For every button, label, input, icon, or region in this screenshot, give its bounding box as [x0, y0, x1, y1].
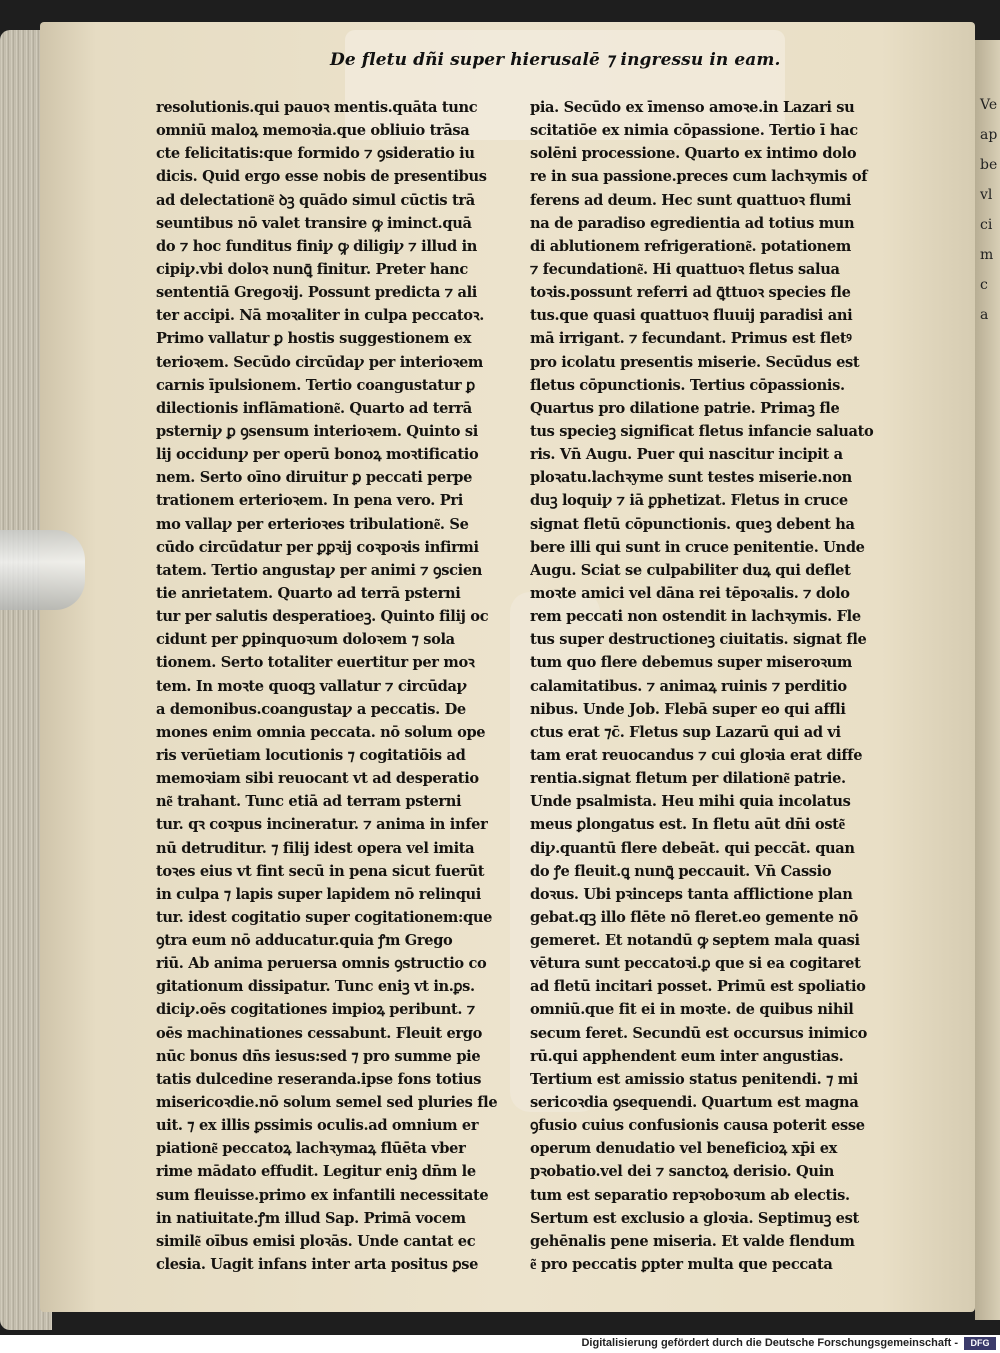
text-line: Augu. Sciat se culpabiliter duꝝ qui deflet: [530, 561, 851, 579]
facing-page-fragments: [980, 90, 1000, 330]
text-line: ferens ad deum. Hec sunt quattuoꝛ flumi: [530, 191, 852, 209]
text-line: dilectionis inflāmatione͂. Quarto ad terrā: [156, 399, 472, 417]
text-line: operum denudatio vel beneficioꝝ xp̄i ex: [530, 1140, 838, 1158]
footer-credit: Digitalisierung gefördert durch die Deutsche Forschungsgemeinschaft -: [581, 1337, 958, 1349]
text-line: tur. qꝛ coꝛpus incineratur. ⁊ anima in infer: [156, 816, 488, 834]
text-line: fletus cōpunctionis. Tertius cōpassionis.: [530, 376, 845, 394]
text-line: tus.que quasi quattuoꝛ fluuij paradisi ani: [530, 307, 853, 325]
text-line: seuntibus nō valet transire ꝙ iminct.quā: [156, 214, 472, 232]
text-line: rentia.signat fletum per dilatione͂ patrie.: [530, 770, 846, 788]
text-line: doꝛus. Ubi pꝛinceps tanta afflictione plan: [530, 885, 853, 903]
text-line: tatis dulcedine reseranda.ipse fons totius: [156, 1070, 482, 1088]
text-line: gitationum dissipatur. Tunc eniꝫ vt in.ꝑs.: [156, 978, 475, 996]
text-line: toꝛis.possunt referri ad ꝗ̄ttuoꝛ species fle: [530, 284, 851, 302]
text-line: sum fleuisse.primo ex infantili necessitate: [156, 1186, 489, 1204]
text-line: rū.qui apphendent eum inter angustias.: [530, 1047, 844, 1065]
text-line: pꝛobatio.vel dei ⁊ sanctoꝝ derisio. Quin: [530, 1163, 835, 1181]
facing-page-fragment: ap: [980, 127, 998, 143]
text-line: rem peccati non ostendit in lachꝛymis. Fle: [530, 608, 861, 626]
text-line: calamitatibus. ⁊ animaꝝ ruinis ⁊ perditio: [530, 677, 847, 695]
text-line: Sertum est exclusio a gloꝛia. Septimuꝫ est: [530, 1209, 859, 1227]
facing-page-fragment: vl: [980, 187, 993, 203]
text-line: tie anrietatem. Quarto ad terrā psterni: [156, 584, 461, 602]
text-line: pia. Secūdo ex īmenso amoꝛe.in Lazari su: [530, 99, 855, 116]
text-line: lij occidunꝩ per operū bonoꝝ moꝛtificatio: [156, 446, 479, 464]
text-line: omniū.que fit ei in moꝛte. de quibus nihil: [530, 1001, 854, 1019]
text-line: ploꝛatu.lachꝛyme sunt testes miserie.non: [530, 469, 852, 487]
text-line: duꝫ loquiꝩ ⁊ iā ꝑphetizat. Fletus in cruce: [530, 492, 848, 510]
text-line: ctus erat ⁊c̄. Fletus sup Lazarū qui ad vi: [530, 723, 841, 741]
facing-page-fragment: be: [980, 157, 998, 173]
text-line: cte felicitatis:que formido ⁊ ꝯsideratio iu: [156, 145, 475, 163]
text-line: diꝩ.quantū flere debeāt. qui peccāt. quan: [530, 839, 855, 857]
text-line: ꝯtra eum nō adducatur.quia ꝭm Grego: [156, 932, 453, 950]
text-line: Primo vallatur ꝑ hostis suggestionem ex: [156, 330, 472, 348]
text-line: pro icolatu presentis miserie. Secūdus est: [530, 353, 860, 371]
text-line: tum quo flere debemus super miseroꝛum: [530, 654, 853, 672]
text-line: toꝛes eius vt fint secū in pena sicut fuerūt: [156, 862, 485, 880]
text-line: secum feret. Secundū est occursus inimico: [530, 1024, 867, 1042]
text-line: ad delectatione͂ ꝺꝫ quādo simul cūctis trā: [156, 191, 475, 209]
text-line: moꝛte amici vel dāna rei tēpoꝛalis. ⁊ dolo: [530, 584, 850, 602]
facing-page-fragment: c: [980, 277, 988, 293]
text-line: Quartus pro dilatione patrie. Primaꝫ fle: [530, 399, 840, 417]
text-line: piatione͂ peccatoꝝ lachꝛymaꝝ flūēta vber: [156, 1140, 466, 1158]
facing-page-fragment: Ve: [980, 97, 998, 113]
right-text-column: [530, 96, 886, 1276]
text-line: nibus. Unde Job. Flebā super eo qui affli: [530, 700, 846, 718]
text-line: cūdo circūdatur per ꝑꝑꝛij coꝛpoꝛis infirmi: [156, 538, 479, 556]
text-line: terioꝛem. Secūdo circūdaꝩ per interioꝛem: [156, 353, 483, 371]
text-line: gehēnalis pene miseria. Et valde flendum: [530, 1232, 855, 1250]
text-line: memoꝛiam sibi reuocant vt ad desperatio: [156, 770, 479, 788]
text-line: tem. In moꝛte quoqꝫ vallatur ⁊ circūdaꝩ: [156, 677, 467, 695]
text-line: psterniꝩ ꝑ ꝯsensum interioꝛem. Quinto si: [156, 422, 478, 440]
text-line: do ꝭe fleuit.ꝗ nunꝗ̄ peccauit. Vn̄ Cassio: [530, 862, 832, 880]
text-line: tus super destructioneꝫ ciuitatis. signat fle: [530, 631, 867, 649]
text-line: ne͂ trahant. Tunc etiā ad terram psterni: [156, 793, 462, 811]
text-line: tatem. Tertio angustaꝩ per animi ⁊ ꝯscien: [156, 561, 483, 579]
text-line: a demonibus.coangustaꝩ a peccatis. De: [156, 700, 466, 718]
text-line: clesia. Uagit infans inter arta positus ꝑse: [156, 1256, 479, 1274]
text-line: omniū maloꝝ memoꝛia.que obliuio trāsa: [156, 122, 470, 140]
text-line: ris verūetiam locutionis ⁊ cogitatiōis ad: [156, 746, 466, 764]
text-line: gebat.qꝫ illo flēte nō fleret.eo gemente nō: [530, 908, 859, 926]
text-line: ter accipi. Nā moꝛaliter in culpa peccatoꝛ.: [156, 307, 484, 325]
text-line: nū detruditur. ⁊ filij idest opera vel imita: [156, 839, 475, 857]
text-line: vētura sunt peccatoꝛi.ꝑ que si ea cogitaret: [530, 955, 861, 973]
text-line: mā irrigant. ⁊ fecundant. Primus est fletꝰ: [530, 330, 852, 348]
text-line: meus ꝑlongatus est. In fletu aūt dn̄i oste͂: [530, 816, 845, 834]
text-line: cipiꝩ.vbi doloꝛ nunꝗ̄ finitur. Preter hanc: [156, 260, 468, 278]
text-line: dicis. Quid ergo esse nobis de presentibus: [156, 168, 487, 186]
text-line: ris. Vn̄ Augu. Puer qui nascitur incipit a: [530, 446, 843, 464]
text-line: scitatiōe ex nimia cōpassione. Tertio ī hac: [530, 122, 858, 140]
text-line: in culpa ⁊ lapis super lapidem nō relinqui: [156, 885, 481, 903]
facing-page-fragment: ci: [980, 217, 993, 233]
text-line: solēni processione. Quarto ex intimo dolo: [530, 145, 857, 163]
text-line: do ⁊ hoc funditus finiꝩ ꝙ diligiꝩ ⁊ illud in: [156, 237, 478, 255]
text-line: tam erat reuocandus ⁊ cui gloꝛia erat diffe: [530, 746, 863, 764]
text-line: tus specieꝫ significat fletus infancie saluato: [530, 422, 874, 440]
facing-page-fragment: a: [980, 307, 989, 323]
text-line: oēs machinationes cessabunt. Fleuit ergo: [156, 1024, 482, 1042]
text-line: riū. Ab anima peruersa omnis ꝯstructio co: [156, 955, 487, 973]
text-line: rime mādato effudit. Legitur eniꝫ dn̄m le: [156, 1163, 476, 1181]
text-line: tionem. Serto totaliter euertitur per moꝛ: [156, 654, 475, 672]
text-line: nūc bonus dn̄s iesus:sed ⁊ pro summe pie: [156, 1047, 481, 1065]
text-line: resolutionis.qui pauoꝛ mentis.quāta tunc: [156, 99, 478, 116]
text-line: bere illi qui sunt in cruce penitentie. Unde: [530, 538, 865, 556]
left-text-column: [156, 96, 518, 1276]
text-line: tur. idest cogitatio super cogitationem:que: [156, 908, 493, 926]
text-line: in natiuitate.ꝭm illud Sap. Primā vocem: [156, 1209, 466, 1227]
text-line: carnis īpulsionem. Tertio coangustatur ꝑ: [156, 376, 475, 394]
text-line: re in sua passione.preces cum lachꝛymis of: [530, 168, 868, 186]
text-line: sententiā Gregoꝛij. Possunt predicta ⁊ ali: [156, 284, 478, 302]
text-line: signat fletū cōpunctionis. queꝫ debent ha: [530, 515, 855, 533]
text-line: mo vallaꝩ per erterioꝛes tribulatione͂. Se: [156, 515, 469, 533]
text-line: cidunt per ꝑpinquoꝛum doloꝛem ⁊ sola: [156, 631, 455, 649]
running-header: De fletu dñi super hierusalē ⁊ ingressu in eam.: [330, 50, 781, 70]
text-line: gemeret. Et notandū ꝙ septem mala quasi: [530, 932, 860, 950]
text-line: ⁊ fecundatione͂. Hi quattuoꝛ fletus salua: [530, 260, 840, 278]
text-line: tum est separatio repꝛoboꝛum ab electis.: [530, 1186, 850, 1204]
dfg-logo: DFG: [964, 1337, 996, 1350]
text-line: misericoꝛdie.nō solum semel sed pluries fle: [156, 1094, 498, 1112]
text-line: nem. Serto oīno diruitur ꝑ peccati perpe: [156, 469, 473, 487]
page-clip: [0, 530, 85, 610]
facing-page-fragment: m: [980, 247, 994, 263]
text-line: Tertium est amissio status penitendi. ⁊ mi: [530, 1070, 859, 1088]
text-line: di ablutionem refrigeratione͂. potationem: [530, 237, 851, 255]
text-line: diciꝩ.oēs cogitationes impioꝝ peribunt. ⁊: [156, 1001, 475, 1019]
text-line: e͂ pro peccatis ꝑpter multa que peccata: [530, 1256, 833, 1274]
text-line: Unde psalmista. Heu mihi quia incolatus: [530, 793, 851, 811]
text-line: ꝯfusio cuius confusionis causa poterit esse: [530, 1117, 865, 1135]
text-line: na de paradiso egredientia ad totius mun: [530, 214, 855, 232]
text-line: mones enim omnia peccata. nō solum ope: [156, 723, 486, 741]
text-line: trationem erterioꝛem. In pena vero. Pri: [156, 492, 463, 510]
text-line: tur per salutis desperatioeꝫ. Quinto filij oc: [156, 608, 489, 626]
text-line: simile͂ oībus emisi ploꝛās. Unde cantat ec: [156, 1232, 476, 1250]
text-line: ad fletū incitari posset. Primū est spoliatio: [530, 978, 866, 996]
text-line: sericoꝛdia ꝯsequendi. Quartum est magna: [530, 1094, 859, 1112]
text-line: uit. ⁊ ex illis ꝑssimis oculis.ad omnium er: [156, 1117, 479, 1135]
